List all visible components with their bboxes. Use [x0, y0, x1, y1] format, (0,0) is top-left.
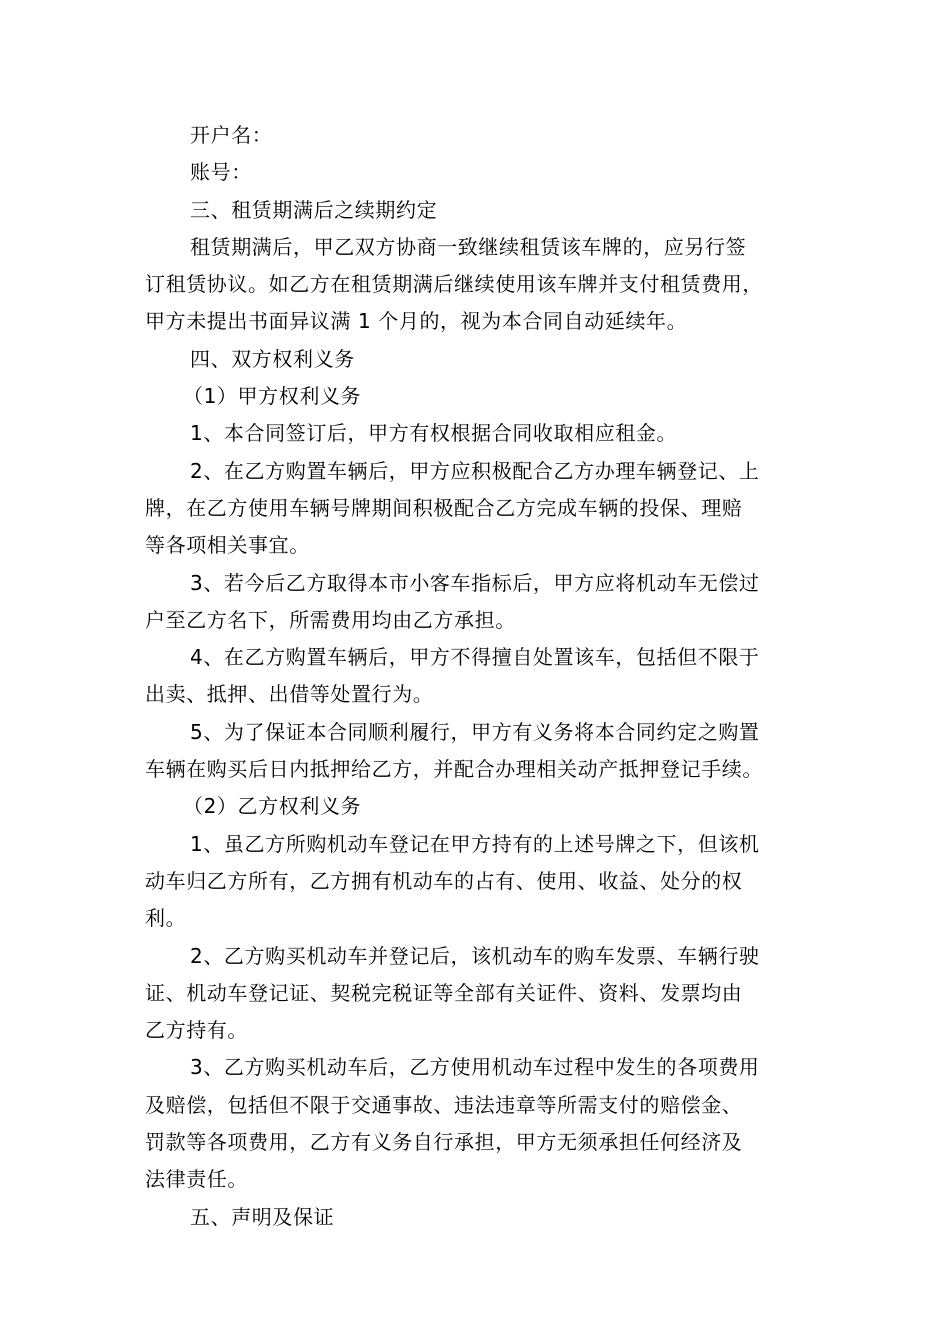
clause-line: 罚款等各项费用，乙方有义务自行承担，甲方无须承担任何经济及 — [145, 1130, 743, 1155]
clause-line: 及赔偿，包括但不限于交通事故、违法违章等所需支付的赔偿金、 — [145, 1092, 743, 1117]
clause-line: 乙方持有。 — [145, 1018, 248, 1043]
clause-line: 等各项相关事宜。 — [145, 533, 310, 558]
clause-line: 户至乙方名下，所需费用均由乙方承担。 — [145, 607, 516, 632]
section-heading-declarations: 五、声明及保证 — [190, 1204, 335, 1229]
clause-line: 5、为了保证本合同顺利履行，甲方有义务将本合同约定之购置 — [190, 719, 760, 744]
paragraph-line: 订租赁协议。如乙方在租赁期满后继续使用该车牌并支付租赁费用， — [145, 272, 763, 297]
clause-line: 3、乙方购买机动车后，乙方使用机动车过程中发生的各项费用 — [190, 1055, 760, 1080]
clause-line: 1、虽乙方所购机动车登记在甲方持有的上述号牌之下，但该机 — [190, 831, 760, 856]
account-number-line: 账号： — [190, 160, 252, 185]
section-heading-rights: 四、双方权利义务 — [190, 346, 355, 371]
subsection-heading-party-b: （2）乙方权利义务 — [183, 794, 362, 819]
clause-line: 3、若今后乙方取得本市小客车指标后，甲方应将机动车无偿过 — [190, 570, 760, 595]
clause-line: 证、机动车登记证、契税完税证等全部有关证件、资料、发票均由 — [145, 980, 743, 1005]
section-heading-renewal: 三、租赁期满后之续期约定 — [190, 197, 438, 222]
paragraph-line: 租赁期满后，甲乙双方协商一致继续租赁该车牌的，应另行签 — [190, 234, 747, 259]
account-name-line: 开户名： — [190, 123, 273, 147]
subsection-heading-party-a: （1）甲方权利义务 — [183, 384, 362, 409]
clause-line: 2、在乙方购置车辆后，甲方应积极配合乙方办理车辆登记、上 — [190, 458, 760, 483]
contract-text — [145, 117, 817, 1236]
clause-line: 1、本合同签订后，甲方有权根据合同收取相应租金。 — [190, 421, 678, 446]
clause-line: 法律责任。 — [145, 1167, 248, 1192]
clause-line: 利。 — [145, 906, 187, 931]
clause-line: 2、乙方购买机动车并登记后，该机动车的购车发票、车辆行驶 — [190, 943, 760, 968]
clause-line: 牌，在乙方使用车辆号牌期间积极配合乙方完成车辆的投保、理赔 — [145, 495, 743, 520]
clause-line: 4、在乙方购置车辆后，甲方不得擅自处置该车，包括但不限于 — [190, 645, 760, 670]
paragraph-line: 甲方未提出书面异议满 1 个月的，视为本合同自动延续年。 — [145, 309, 688, 334]
clause-line: 出卖、抵押、出借等处置行为。 — [145, 682, 434, 707]
clause-line: 车辆在购买后日内抵押给乙方，并配合办理相关动产抵押登记手续。 — [145, 757, 763, 782]
clause-line: 动车归乙方所有，乙方拥有机动车的占有、使用、收益、处分的权 — [145, 868, 743, 893]
